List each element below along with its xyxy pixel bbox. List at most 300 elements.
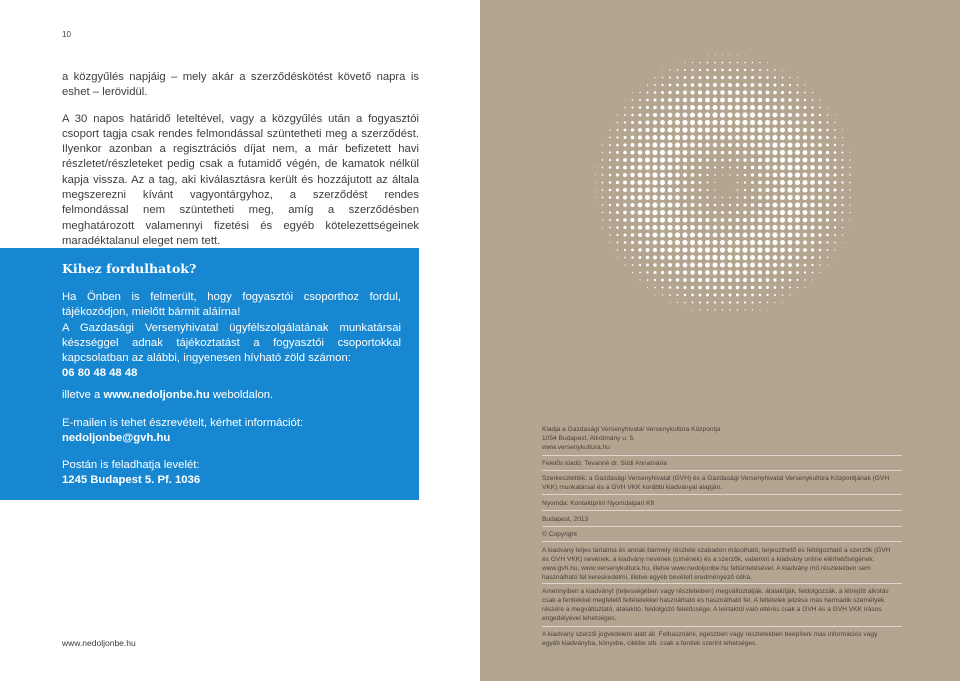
halftone-dot [766, 286, 769, 289]
halftone-dot [676, 286, 679, 289]
halftone-dot [645, 240, 649, 244]
halftone-dot [803, 158, 808, 163]
halftone-dot [706, 286, 710, 290]
halftone-dot [744, 174, 747, 177]
halftone-dot [765, 218, 770, 223]
halftone-dot [706, 181, 708, 183]
halftone-dot [773, 188, 778, 193]
halftone-dot [639, 256, 642, 259]
halftone-dot [632, 99, 633, 100]
halftone-dot [630, 173, 634, 177]
halftone-dot [827, 265, 828, 266]
halftone-dot [751, 181, 754, 184]
contact-intro [62, 290, 401, 382]
halftone-dot [767, 302, 769, 304]
halftone-dot [735, 90, 739, 94]
halftone-dot [818, 173, 822, 177]
halftone-dot [727, 112, 732, 117]
halftone-dot [660, 240, 665, 245]
halftone-dot [662, 294, 663, 295]
halftone-dot [811, 114, 814, 117]
halftone-dot [645, 158, 650, 163]
halftone-dot [826, 158, 830, 162]
halftone-dot [630, 210, 634, 214]
halftone-dot [705, 127, 710, 132]
halftone-dot [616, 151, 619, 154]
halftone-dot [691, 69, 693, 71]
halftone-dot [609, 129, 610, 130]
halftone-dot [742, 255, 747, 260]
halftone-dot [818, 136, 821, 139]
halftone-dot [714, 197, 716, 199]
halftone-dot [780, 180, 785, 185]
halftone-dot [765, 142, 770, 147]
publisher-website[interactable]: www.versenykultura.hu [542, 444, 610, 451]
halftone-dot [758, 83, 761, 86]
halftone-dot [698, 98, 703, 103]
halftone-dot [706, 204, 709, 207]
halftone-dot [720, 233, 725, 238]
halftone-dot [827, 257, 828, 258]
halftone-dot [750, 278, 754, 282]
halftone-dot [616, 211, 619, 214]
halftone-dot [765, 255, 770, 260]
halftone-dot [647, 279, 649, 281]
halftone-dot [721, 211, 724, 214]
halftone-dot [833, 181, 836, 184]
halftone-dot [682, 135, 687, 140]
copyright: © Copyright [542, 531, 577, 538]
halftone-dot [810, 173, 815, 178]
halftone-dot [660, 232, 665, 237]
halftone-dot [818, 128, 821, 131]
halftone-dot [668, 263, 672, 267]
halftone-dot [705, 90, 709, 94]
halftone-dot [623, 203, 627, 207]
halftone-dot [737, 62, 739, 64]
halftone-dot [781, 84, 784, 87]
halftone-dot [624, 257, 626, 259]
halftone-dot [616, 226, 619, 229]
website-link[interactable]: www.nedoljonbe.hu [103, 389, 210, 401]
halftone-dot [743, 203, 746, 206]
halftone-dot [632, 107, 634, 109]
halftone-dot [758, 90, 762, 94]
halftone-dot [638, 135, 642, 139]
halftone-dot [698, 83, 702, 87]
halftone-dot [661, 84, 663, 86]
halftone-dot [834, 234, 836, 236]
halftone-dot [684, 62, 685, 63]
halftone-dot [729, 174, 730, 175]
halftone-dot [691, 196, 695, 200]
halftone-dot [811, 256, 814, 259]
halftone-dot [735, 278, 739, 282]
halftone-dot [631, 136, 635, 140]
halftone-dot [759, 294, 762, 297]
halftone-dot [772, 120, 777, 125]
halftone-dot [624, 129, 627, 132]
page-number: 10 [62, 30, 71, 39]
halftone-dot [767, 310, 768, 311]
halftone-dot [683, 286, 686, 289]
halftone-dot [646, 248, 650, 252]
halftone-dot [616, 188, 619, 191]
halftone-dot [675, 263, 679, 267]
paragraph-1: a közgyűlés napjáig – mely akár a szerződéskötést követő napra is eshet – lerövidül. [62, 71, 419, 99]
halftone-dot [796, 91, 798, 93]
halftone-dot [668, 120, 673, 125]
halftone-dot [743, 76, 746, 79]
halftone-dot [803, 143, 808, 148]
halftone-dot [736, 204, 739, 207]
halftone-dot [729, 69, 732, 72]
halftone-dot [721, 166, 723, 168]
halftone-dot [804, 99, 806, 101]
halftone-dot [682, 120, 687, 125]
halftone-dot [765, 120, 770, 125]
halftone-dot [721, 151, 725, 155]
halftone-dot [713, 151, 717, 155]
halftone-dot [631, 249, 634, 252]
halftone-dot [691, 173, 695, 177]
divider [542, 455, 902, 456]
halftone-dot [735, 105, 740, 110]
body-text [62, 70, 419, 249]
halftone-dot [645, 187, 650, 192]
halftone-dot [609, 242, 610, 243]
halftone-dot [675, 173, 680, 178]
halftone-dot [699, 294, 702, 297]
halftone-dot [812, 99, 814, 101]
halftone-dot [743, 151, 747, 155]
halftone-dot [781, 271, 785, 275]
halftone-dot [751, 294, 754, 297]
halftone-dot [758, 165, 762, 169]
halftone-dot [744, 189, 746, 191]
halftone-dot [787, 135, 792, 140]
right-page [480, 0, 960, 681]
halftone-dot [742, 247, 747, 252]
halftone-dot [697, 120, 702, 125]
halftone-dot [803, 210, 808, 215]
halftone-dot [624, 121, 626, 123]
halftone-dot [750, 127, 755, 132]
halftone-dot [660, 180, 665, 185]
halftone-dot [616, 219, 619, 222]
halftone-dot [773, 91, 777, 95]
halftone-dot [826, 143, 829, 146]
halftone-dot [652, 202, 657, 207]
halftone-dot [758, 210, 762, 214]
halftone-dot [595, 175, 596, 176]
halftone-dot [834, 219, 837, 222]
halftone-dot [690, 263, 695, 268]
halftone-dot [698, 218, 702, 222]
halftone-dot [653, 263, 656, 266]
halftone-dot [841, 189, 843, 191]
halftone-dot [683, 165, 687, 169]
halftone-dot [639, 92, 640, 93]
halftone-dot [706, 158, 709, 161]
halftone-dot [609, 151, 611, 153]
halftone-dot [707, 62, 709, 64]
halftone-dot [722, 174, 723, 175]
halftone-dot [654, 279, 656, 281]
halftone-dot [765, 203, 770, 208]
halftone-dot [720, 278, 724, 282]
halftone-dot [736, 293, 739, 296]
halftone-dot [727, 240, 732, 245]
halftone-dot [795, 195, 800, 200]
halftone-dot [668, 98, 672, 102]
halftone-dot [772, 135, 777, 140]
halftone-dot [602, 144, 603, 145]
halftone-dot [609, 159, 611, 161]
halftone-dot [675, 165, 680, 170]
halftone-dot [630, 165, 634, 169]
hotline-phone[interactable]: 06 80 48 48 48 [62, 367, 138, 380]
halftone-dot [736, 158, 739, 161]
halftone-dot [788, 113, 792, 117]
web-prefix: illetve a [62, 389, 104, 401]
halftone-dot [690, 247, 695, 252]
halftone-dot [654, 84, 656, 86]
halftone-dot [653, 248, 657, 252]
halftone-dot [728, 143, 732, 147]
halftone-dot [675, 150, 680, 155]
halftone-dot [758, 218, 763, 223]
halftone-dot [758, 278, 762, 282]
halftone-dot [632, 92, 633, 93]
halftone-dot [795, 157, 800, 162]
halftone-dot [685, 310, 686, 311]
halftone-dot [782, 77, 784, 79]
halftone-dot [714, 166, 716, 168]
halftone-dot [698, 225, 703, 230]
halftone-dot [675, 240, 680, 245]
halftone-dot [826, 241, 828, 243]
halftone-dot [818, 165, 822, 169]
halftone-dot [706, 76, 709, 79]
halftone-dot [697, 247, 702, 252]
halftone-dot [683, 91, 687, 95]
halftone-dot [707, 55, 708, 56]
halftone-dot [715, 55, 716, 56]
halftone-dot [602, 219, 603, 220]
halftone-dot [789, 294, 790, 295]
halftone-dot [750, 120, 755, 125]
halftone-dot [758, 286, 761, 289]
halftone-dot [705, 270, 710, 275]
halftone-dot [773, 195, 778, 200]
halftone-dot [743, 143, 747, 147]
halftone-dot [758, 263, 763, 268]
halftone-dot [661, 98, 665, 102]
halftone-dot [699, 69, 701, 71]
halftone-dot [669, 294, 671, 296]
halftone-dot [795, 165, 800, 170]
halftone-dot [818, 195, 822, 199]
halftone-dot [810, 225, 814, 229]
halftone-dot [736, 83, 740, 87]
halftone-dot [705, 233, 710, 238]
halftone-dot [692, 62, 693, 63]
halftone-dot [638, 241, 642, 245]
halftone-dot [833, 196, 836, 199]
halftone-dot [677, 62, 678, 63]
halftone-dot [652, 217, 657, 222]
halftone-dot [602, 197, 604, 199]
halftone-dot [795, 172, 800, 177]
halftone-dot [683, 180, 687, 184]
halftone-dot [616, 173, 619, 176]
halftone-dot [728, 293, 731, 296]
halftone-dot [826, 136, 829, 139]
halftone-dot [676, 83, 679, 86]
halftone-dot [652, 165, 657, 170]
halftone-dot [714, 174, 716, 176]
halftone-dot [735, 225, 739, 229]
halftone-dot [758, 98, 763, 103]
halftone-dot [714, 159, 717, 162]
halftone-dot [750, 98, 755, 103]
halftone-dot [737, 182, 738, 183]
halftone-dot [803, 218, 808, 223]
halftone-dot [675, 217, 680, 222]
halftone-dot [677, 302, 678, 303]
halftone-dot [610, 250, 611, 251]
halftone-dot [638, 218, 643, 223]
halftone-dot [660, 248, 665, 253]
footer-url[interactable]: www.nedoljonbe.hu [62, 638, 136, 648]
halftone-dot [842, 219, 844, 221]
halftone-dot [827, 114, 829, 116]
halftone-dot [683, 255, 688, 260]
halftone-dot [609, 219, 611, 221]
halftone-dot [712, 105, 717, 110]
halftone-dot [834, 122, 835, 123]
halftone-dot [795, 210, 800, 215]
halftone-dot [758, 150, 763, 155]
halftone-dot [632, 264, 634, 266]
halftone-dot [842, 242, 843, 243]
halftone-dot [661, 263, 665, 267]
halftone-dot [750, 218, 754, 222]
halftone-dot [781, 279, 784, 282]
halftone-dot [706, 301, 708, 303]
halftone-dot [602, 227, 603, 228]
halftone-dot [780, 217, 785, 222]
halftone-dot [638, 248, 641, 251]
halftone-dot [834, 166, 837, 169]
halftone-dot [849, 189, 851, 191]
halftone-dot [660, 225, 665, 230]
halftone-dot [676, 278, 679, 281]
halftone-dot [850, 145, 851, 146]
halftone-dot [780, 165, 785, 170]
halftone-dot [788, 263, 792, 267]
halftone-dot [683, 210, 688, 215]
halftone-dot [826, 196, 830, 200]
email-block [62, 416, 401, 447]
halftone-dot [713, 211, 716, 214]
halftone-dot [811, 264, 813, 266]
email-link[interactable]: nedoljonbe@gvh.hu [62, 432, 171, 445]
halftone-dot [819, 121, 822, 124]
halftone-dot [682, 225, 687, 230]
halftone-dot [669, 286, 671, 288]
halftone-dot [727, 105, 732, 110]
halftone-dot [758, 105, 763, 110]
halftone-dot [639, 99, 641, 101]
halftone-dot [683, 263, 688, 268]
halftone-dot [735, 247, 740, 252]
halftone-dot [736, 76, 739, 79]
halftone-dot [705, 112, 710, 117]
contact-heading: Kihez fordulhatok? [62, 261, 197, 276]
halftone-dot [691, 286, 694, 289]
halftone-dot [653, 98, 656, 101]
halftone-dot [713, 128, 718, 133]
halftone-dot [827, 107, 828, 108]
halftone-dot [690, 90, 694, 94]
halftone-dot [811, 136, 815, 140]
halftone-dot [766, 83, 769, 86]
halftone-dot [602, 137, 603, 138]
halftone-dot [802, 180, 807, 185]
halftone-dot [721, 76, 724, 79]
halftone-dot [735, 233, 740, 238]
halftone-dot [720, 120, 725, 125]
halftone-dot [765, 270, 769, 274]
halftone-dot [804, 279, 806, 281]
halftone-dot [705, 143, 709, 147]
halftone-dot [834, 211, 837, 214]
halftone-dot [787, 202, 792, 207]
halftone-dot [682, 127, 687, 132]
halftone-dot [819, 272, 820, 273]
halftone-dot [826, 226, 829, 229]
halftone-dot [660, 157, 665, 162]
halftone-dot [705, 120, 710, 125]
halftone-dot [729, 197, 731, 199]
halftone-dot [698, 263, 703, 268]
halftone-dot [675, 142, 680, 147]
halftone-dot [653, 128, 658, 133]
halftone-dot [729, 301, 731, 303]
halftone-dot [728, 151, 732, 155]
halftone-dot [826, 166, 830, 170]
halftone-dot [667, 210, 672, 215]
halftone-dot [826, 173, 830, 177]
halftone-dot [705, 263, 710, 268]
halftone-dot [765, 135, 770, 140]
halftone-dot [795, 187, 800, 192]
halftone-dot [669, 69, 670, 70]
halftone-dot [660, 255, 664, 259]
halftone-dot [639, 106, 642, 109]
halftone-dot [667, 150, 672, 155]
halftone-dot [609, 189, 612, 192]
halftone-dot [758, 225, 763, 230]
halftone-dot [706, 174, 708, 176]
halftone-dot [728, 211, 731, 214]
halftone-dot [834, 144, 836, 146]
halftone-dot [660, 187, 665, 192]
halftone-dot [751, 286, 754, 289]
halftone-dot [787, 180, 792, 185]
